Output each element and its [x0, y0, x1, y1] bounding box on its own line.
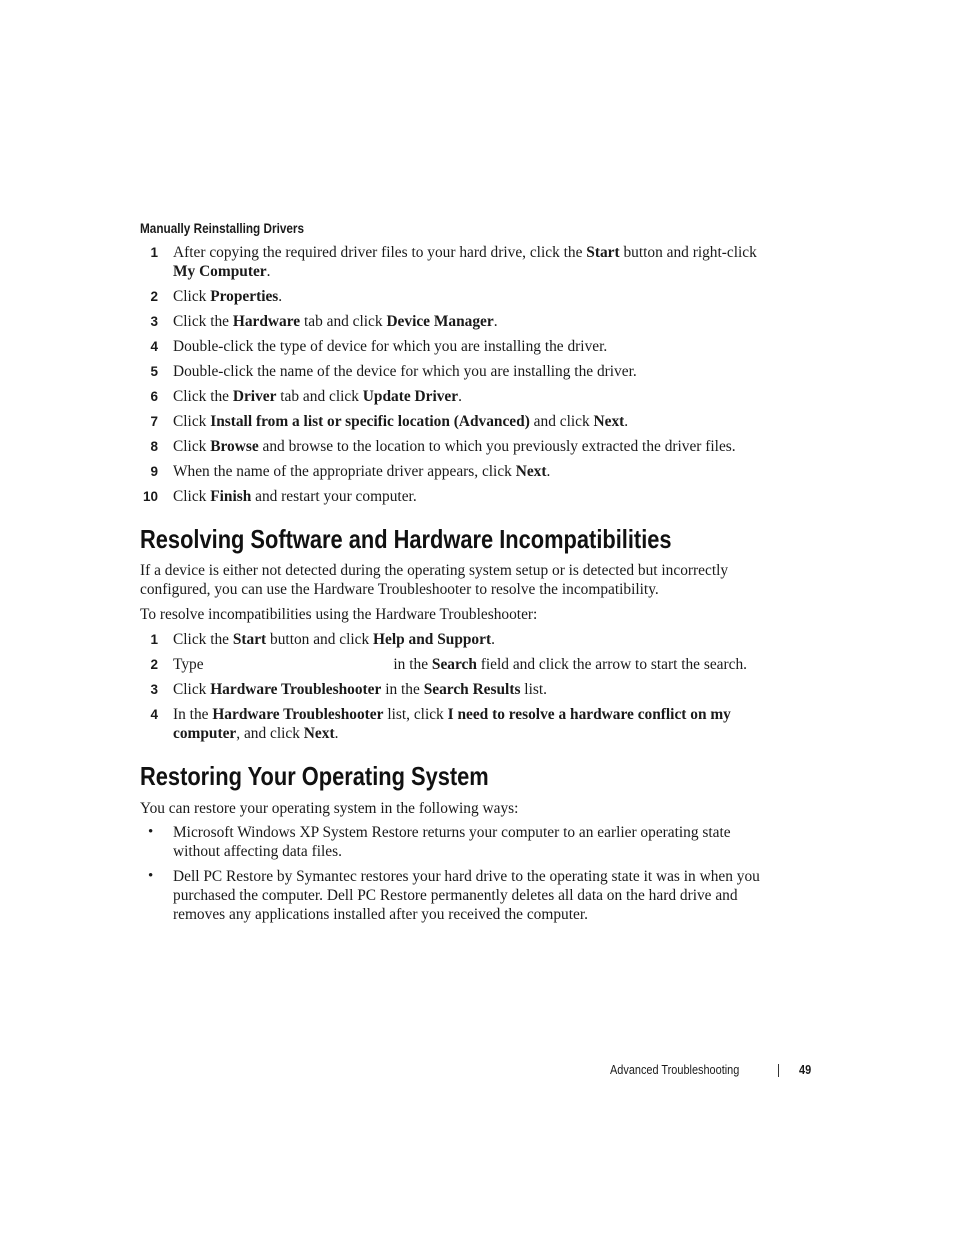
- step-text: After copying the required driver files to your hard drive, click the Start button and right-click My Computer.: [173, 244, 757, 280]
- step-number: 4: [150, 707, 158, 722]
- step-number: 6: [150, 389, 158, 404]
- section-heading: Restoring Your Operating System: [140, 761, 489, 791]
- step-text: Click the Driver tab and click Update Driver.: [173, 388, 462, 405]
- step-text: Click Hardware Troubleshooter in the Search Results list.: [173, 681, 547, 698]
- step-number: 2: [150, 289, 158, 304]
- step-number: 7: [150, 414, 158, 429]
- step-text: Click Install from a list or specific location (Advanced) and click Next.: [173, 413, 629, 430]
- section-heading: Resolving Software and Hardware Incompatibilities: [140, 524, 672, 554]
- step-text: Click Finish and restart your computer.: [173, 488, 417, 505]
- lead-paragraph: To resolve incompatibilities using the Hardware Troubleshooter:: [140, 606, 538, 623]
- step-number: 9: [150, 464, 158, 479]
- step-text: In the Hardware Troubleshooter list, click I need to resolve a hardware conflict on my computer, and click Next.: [173, 706, 731, 742]
- step-number: 3: [150, 314, 158, 329]
- subsection-heading: Manually Reinstalling Drivers: [140, 220, 305, 236]
- step-text: Click the Start button and click Help and Support.: [173, 631, 495, 648]
- step-text: Double-click the name of the device for which you are installing the driver.: [173, 363, 637, 380]
- step-text: Double-click the type of device for which you are installing the driver.: [173, 338, 608, 355]
- step-number: 10: [142, 489, 158, 504]
- bullet-icon: •: [148, 868, 154, 884]
- bullet-text: Dell PC Restore by Symantec restores your hard drive to the operating state it was in when you purchased the computer. Dell PC Restore permanently deletes all data on the hard drive and removes any applications installed after you received the computer.: [173, 868, 760, 923]
- step-number: 8: [150, 439, 158, 454]
- step-text: Click Properties.: [173, 288, 283, 305]
- step-number: 1: [150, 245, 158, 260]
- step-text: Click Browse and browse to the location to which you previously extracted the driver files.: [173, 438, 736, 455]
- page-number: 49: [799, 1062, 812, 1077]
- step-number: 2: [150, 657, 158, 672]
- footer-divider: [778, 1064, 779, 1077]
- step-number: 4: [150, 339, 158, 354]
- step-text: Click the Hardware tab and click Device Manager.: [173, 313, 498, 330]
- bullet-text: Microsoft Windows XP System Restore returns your computer to an earlier operating state without affecting data files.: [173, 824, 731, 860]
- step-text: When the name of the appropriate driver appears, click Next.: [173, 463, 551, 480]
- intro-paragraph: You can restore your operating system in the following ways:: [140, 800, 519, 817]
- footer-section-title: Advanced Troubleshooting: [610, 1062, 740, 1077]
- step-number: 3: [150, 682, 158, 697]
- step-number: 1: [150, 632, 158, 647]
- step-text: Type in the Search field and click the arrow to start the search.: [173, 656, 748, 673]
- bullet-icon: •: [148, 824, 154, 840]
- intro-paragraph: If a device is either not detected during the operating system setup or is detected but incorrectly configured, you can use the Hardware Troubleshooter to resolve the incompatibility.: [140, 562, 729, 598]
- step-number: 5: [150, 364, 158, 379]
